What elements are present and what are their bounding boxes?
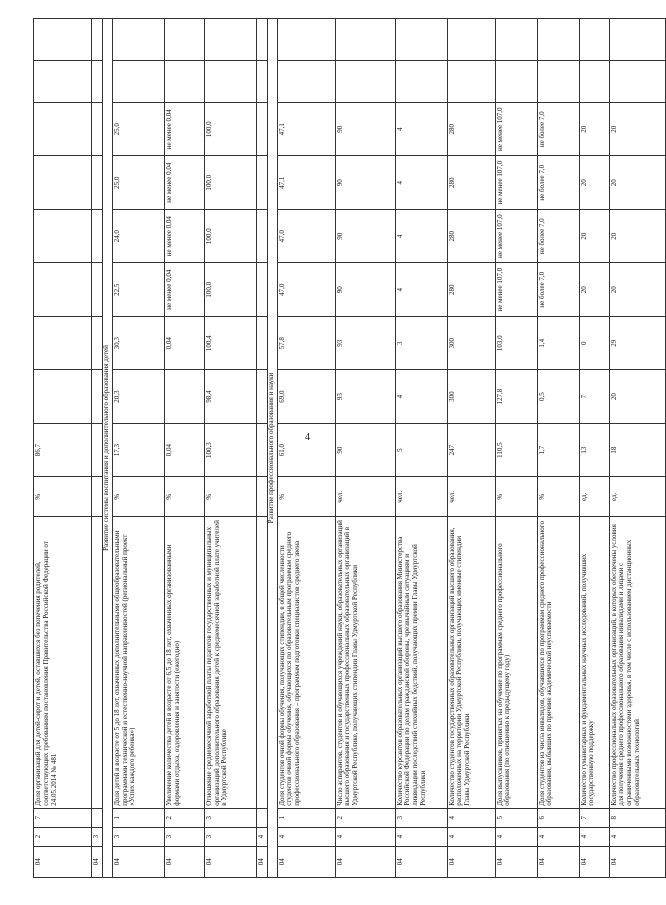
value-cell: 98,4 xyxy=(204,370,256,423)
value-cell: 93 xyxy=(335,316,395,369)
subprogram-cell: 3 xyxy=(164,827,204,846)
value-cell: 90 xyxy=(335,423,395,476)
unit-cell: % xyxy=(495,477,537,517)
value-cell: 100,0 xyxy=(204,263,256,316)
value-cell xyxy=(495,19,537,61)
section-title: Развитие профессионального образования и науки xyxy=(267,19,277,878)
value-cell: 57,8 xyxy=(277,316,335,369)
value-cell: 280 xyxy=(447,209,495,262)
indicator-name-cell: Количество гуманитарных и фундаментальных научных исследований, получивших государственную поддержку xyxy=(579,517,609,809)
value-cell: не более 7,0 xyxy=(537,263,579,316)
unit-cell: чел. xyxy=(447,477,495,517)
value-cell xyxy=(164,61,204,103)
value-cell xyxy=(92,263,103,316)
value-cell: 1,4 xyxy=(537,316,579,369)
value-cell xyxy=(92,19,103,61)
table-row xyxy=(34,19,92,878)
indicator-name-cell: Доля студентов из числа инвалидов, обучавшихся по программам среднего профессионального образования, выбывших по причине академической неуспеваемости xyxy=(537,517,579,809)
value-cell: 69,0 xyxy=(277,370,335,423)
value-cell: 5 xyxy=(395,423,447,476)
value-cell: 90 xyxy=(335,263,395,316)
value-cell: 110,5 xyxy=(495,423,537,476)
value-cell: не менее 107,0 xyxy=(495,156,537,209)
value-cell: 13 xyxy=(579,423,609,476)
indicator-name-cell: Доля студентов очной формы обучения, получающих стипендии, в общей численности студентов очной формы обучения, обучающихся по образовательным программам среднего профессионального образования – программам подготовки специалистов среднего звена xyxy=(277,517,335,809)
value-cell: 86,7 xyxy=(34,423,92,476)
unit-cell: чел. xyxy=(335,477,395,517)
unit-cell: % xyxy=(164,477,204,517)
indicator-name-cell: Количество студентов государственных образовательных организаций высшего образования, расположенных на территории Удмуртской Республики, получающих именные стипендии Главы Удмуртской Республики xyxy=(447,517,495,809)
value-cell xyxy=(277,61,335,103)
code-cell: 04 xyxy=(537,846,579,877)
indicator-number-cell: 4 xyxy=(447,808,495,827)
table-row xyxy=(164,19,204,878)
value-cell: 4 xyxy=(395,156,447,209)
value-cell xyxy=(92,103,103,156)
value-cell: 20 xyxy=(609,370,665,423)
code-cell: 04 xyxy=(112,846,164,877)
value-cell: 22,5 xyxy=(112,263,164,316)
table-row xyxy=(256,19,267,878)
value-cell xyxy=(34,209,92,262)
value-cell: 47,1 xyxy=(277,156,335,209)
value-cell xyxy=(537,19,579,61)
code-cell: 04 xyxy=(609,846,665,877)
value-cell xyxy=(92,423,103,476)
value-cell xyxy=(256,61,267,103)
table-row xyxy=(579,19,609,878)
value-cell xyxy=(204,61,256,103)
value-cell: 280 xyxy=(447,263,495,316)
value-cell: 47,0 xyxy=(277,263,335,316)
value-cell: 0,5 xyxy=(537,370,579,423)
value-cell: 280 xyxy=(447,103,495,156)
value-cell: 20 xyxy=(609,103,665,156)
code-cell: 04 xyxy=(579,846,609,877)
unit-cell: % xyxy=(34,477,92,517)
subprogram-cell: 3 xyxy=(112,827,164,846)
value-cell: 29 xyxy=(609,316,665,369)
code-cell: 04 xyxy=(256,846,267,877)
indicator-number-cell: 6 xyxy=(537,808,579,827)
section-header-row xyxy=(267,19,277,878)
code-cell: 04 xyxy=(335,846,395,877)
subprogram-cell: 4 xyxy=(395,827,447,846)
value-cell xyxy=(447,61,495,103)
table-row xyxy=(395,19,447,878)
code-cell: 04 xyxy=(164,846,204,877)
value-cell: 100,0 xyxy=(204,103,256,156)
indicator-number-cell: 2 xyxy=(335,808,395,827)
value-cell xyxy=(112,61,164,103)
value-cell: 47,0 xyxy=(277,209,335,262)
subprogram-cell: 4 xyxy=(495,827,537,846)
unit-cell: чел. xyxy=(395,477,447,517)
indicator-name-cell: Доля выпускников, принятых на обучение по программам среднего профессионального образования (по отношению к предыдущему году) xyxy=(495,517,537,809)
value-cell: 20 xyxy=(579,103,609,156)
value-cell xyxy=(34,19,92,61)
indicator-number-cell: 8 xyxy=(609,808,665,827)
section-header-row xyxy=(102,19,112,878)
table-row xyxy=(537,19,579,878)
unit-cell: ед. xyxy=(579,477,609,517)
value-cell xyxy=(34,316,92,369)
value-cell xyxy=(112,19,164,61)
value-cell xyxy=(256,423,267,476)
indicator-number-cell: 3 xyxy=(204,808,256,827)
value-cell xyxy=(537,61,579,103)
value-cell: 47,1 xyxy=(277,103,335,156)
unit-cell: % xyxy=(112,477,164,517)
table-row xyxy=(204,19,256,878)
value-cell: не менее 0,04 xyxy=(164,156,204,209)
value-cell: 25,0 xyxy=(112,156,164,209)
value-cell: не менее 107,0 xyxy=(495,209,537,262)
value-cell xyxy=(579,19,609,61)
indicator-number-cell: 1 xyxy=(277,808,335,827)
value-cell xyxy=(579,61,609,103)
value-cell xyxy=(395,61,447,103)
code-cell: 04 xyxy=(204,846,256,877)
value-cell xyxy=(92,316,103,369)
indicator-number-cell xyxy=(92,808,103,827)
value-cell xyxy=(92,209,103,262)
subprogram-cell: 4 xyxy=(335,827,395,846)
indicator-number-cell: 2 xyxy=(164,808,204,827)
value-cell xyxy=(92,370,103,423)
unit-cell: % xyxy=(204,477,256,517)
value-cell: не менее 0,04 xyxy=(164,103,204,156)
value-cell xyxy=(92,156,103,209)
unit-cell xyxy=(92,477,103,517)
indicator-name-cell: Количество курсантов образовательных организаций высшего образования Министерства Российской Федерации по делам гражданской обороны, чрезвычайным ситуациям и ликвидации последствий стихийных бедствий, получающих премии Главы Удмуртской Республики xyxy=(395,517,447,809)
indicator-number-cell: 3 xyxy=(395,808,447,827)
value-cell xyxy=(204,19,256,61)
indicator-name-cell: Число аспирантов, студентов и обучающихся учреждений науки, образовательных организаций высшего образования и государственных профессиональных образовательных организаций в Удмуртской Республике, получающих стипендии Главы Удмуртской Республики xyxy=(335,517,395,809)
indicators-table xyxy=(33,18,666,878)
table-row xyxy=(112,19,164,878)
code-cell: 04 xyxy=(277,846,335,877)
value-cell xyxy=(164,370,204,423)
value-cell: не более 7,0 xyxy=(537,209,579,262)
indicator-number-cell: 7 xyxy=(34,808,92,827)
value-cell: 4 xyxy=(395,370,447,423)
subprogram-cell: 4 xyxy=(609,827,665,846)
unit-cell: % xyxy=(537,477,579,517)
value-cell xyxy=(277,19,335,61)
value-cell: 20 xyxy=(609,209,665,262)
section-title: Развитие системы воспитания и дополнительного образования детей xyxy=(102,19,112,878)
indicator-number-cell: 1 xyxy=(112,808,164,827)
code-cell: 04 xyxy=(395,846,447,877)
table-row xyxy=(277,19,335,878)
value-cell xyxy=(34,103,92,156)
table-row xyxy=(335,19,395,878)
value-cell xyxy=(256,103,267,156)
value-cell: не менее 0,04 xyxy=(164,209,204,262)
value-cell: 4 xyxy=(395,103,447,156)
value-cell: 90 xyxy=(335,103,395,156)
code-cell: 04 xyxy=(92,846,103,877)
value-cell: 20 xyxy=(609,263,665,316)
value-cell: 25,0 xyxy=(112,103,164,156)
value-cell: не более 7,0 xyxy=(537,156,579,209)
value-cell xyxy=(495,61,537,103)
value-cell xyxy=(256,263,267,316)
indicator-name-cell xyxy=(256,517,267,809)
value-cell: 7 xyxy=(579,370,609,423)
value-cell: 4 xyxy=(395,209,447,262)
value-cell: 100,4 xyxy=(204,316,256,369)
value-cell xyxy=(335,61,395,103)
table-row xyxy=(609,19,665,878)
table-row xyxy=(495,19,537,878)
subprogram-cell: 4 xyxy=(579,827,609,846)
value-cell: 1,7 xyxy=(537,423,579,476)
indicator-name-cell: Доля организаций для детей-сирот и детей, оставшихся без попечения родителей, соответствующих требованиям постановления Правительства Российской Федерации от 24.05.2014 № 481 xyxy=(34,517,92,809)
value-cell: 30,3 xyxy=(112,316,164,369)
value-cell: 300 xyxy=(447,316,495,369)
value-cell xyxy=(34,263,92,316)
value-cell: 0,04 xyxy=(164,423,204,476)
subprogram-cell: 3 xyxy=(204,827,256,846)
value-cell: не менее 107,0 xyxy=(495,103,537,156)
indicator-name-cell xyxy=(92,517,103,809)
value-cell: не менее 107,0 xyxy=(495,263,537,316)
value-cell xyxy=(256,156,267,209)
value-cell: 90 xyxy=(335,156,395,209)
subprogram-cell: 4 xyxy=(447,827,495,846)
table-row xyxy=(447,19,495,878)
table-row xyxy=(92,19,103,878)
subprogram-cell: 2 xyxy=(34,827,92,846)
value-cell xyxy=(92,61,103,103)
value-cell: 24,0 xyxy=(112,209,164,262)
value-cell xyxy=(256,209,267,262)
unit-cell: % xyxy=(277,477,335,517)
value-cell: не менее 0,04 xyxy=(164,263,204,316)
code-cell: 04 xyxy=(447,846,495,877)
value-cell: 100,3 xyxy=(204,423,256,476)
value-cell xyxy=(34,61,92,103)
value-cell: 18 xyxy=(609,423,665,476)
indicator-name-cell: Количество профессиональных образовательных организаций, в которых обеспечены условия для получения среднего профессионального образования инвалидами и лицами с ограниченными возможностями здоровья, в том числе с использованием дистанционных образовательных технологий xyxy=(609,517,665,809)
value-cell: 3 xyxy=(395,316,447,369)
value-cell: 280 xyxy=(447,156,495,209)
value-cell xyxy=(256,370,267,423)
value-cell: 103,0 xyxy=(495,316,537,369)
value-cell xyxy=(447,19,495,61)
unit-cell xyxy=(256,477,267,517)
subprogram-cell: 4 xyxy=(256,827,267,846)
subprogram-cell: 4 xyxy=(537,827,579,846)
indicator-name-cell: Увеличение количества детей в возрасте от 6,5 до 18 лет, охваченных организованными формами отдыха, оздоровления и занятости (ежегодно) xyxy=(164,517,204,809)
value-cell xyxy=(609,61,665,103)
value-cell xyxy=(34,156,92,209)
value-cell: 93 xyxy=(335,370,395,423)
code-cell: 04 xyxy=(34,846,92,877)
value-cell xyxy=(164,19,204,61)
value-cell xyxy=(256,19,267,61)
value-cell: 20 xyxy=(579,209,609,262)
indicator-number-cell: 5 xyxy=(495,808,537,827)
table-body xyxy=(34,19,666,878)
value-cell: 20 xyxy=(579,263,609,316)
value-cell xyxy=(395,19,447,61)
value-cell: не более 7,0 xyxy=(537,103,579,156)
value-cell: 20 xyxy=(579,156,609,209)
value-cell: 90 xyxy=(335,209,395,262)
value-cell: 100,0 xyxy=(204,156,256,209)
indicator-name-cell: Отношение среднемесячной заработной платы педагогов государственных и муниципальных организаций дополнительного образования детей к среднемесячной заработной плате учителей в Удмуртской Республике xyxy=(204,517,256,809)
indicator-number-cell: 7 xyxy=(579,808,609,827)
subprogram-cell: 3 xyxy=(92,827,103,846)
value-cell: 0 xyxy=(579,316,609,369)
page-number: 4 xyxy=(305,432,310,443)
value-cell: 127,8 xyxy=(495,370,537,423)
value-cell: 4 xyxy=(395,263,447,316)
value-cell: 300 xyxy=(447,370,495,423)
subprogram-cell: 4 xyxy=(277,827,335,846)
value-cell xyxy=(609,19,665,61)
value-cell: 100,0 xyxy=(204,209,256,262)
value-cell: 61,0 xyxy=(277,423,335,476)
value-cell: 247 xyxy=(447,423,495,476)
code-cell: 04 xyxy=(495,846,537,877)
indicator-name-cell: Доля детей в возрасте от 5 до 18 лет, охваченных дополнительными общеобразовательными программами технической и естественно-научной направленностей (региональный проект «Успех каждого ребенка») xyxy=(112,517,164,809)
value-cell xyxy=(335,19,395,61)
value-cell: 0,04 xyxy=(164,316,204,369)
indicator-number-cell xyxy=(256,808,267,827)
value-cell: 17,3 xyxy=(112,423,164,476)
value-cell xyxy=(256,316,267,369)
value-cell: 20,3 xyxy=(112,370,164,423)
unit-cell: ед. xyxy=(609,477,665,517)
value-cell xyxy=(34,370,92,423)
value-cell: 20 xyxy=(609,156,665,209)
rotated-page-content xyxy=(33,18,642,878)
